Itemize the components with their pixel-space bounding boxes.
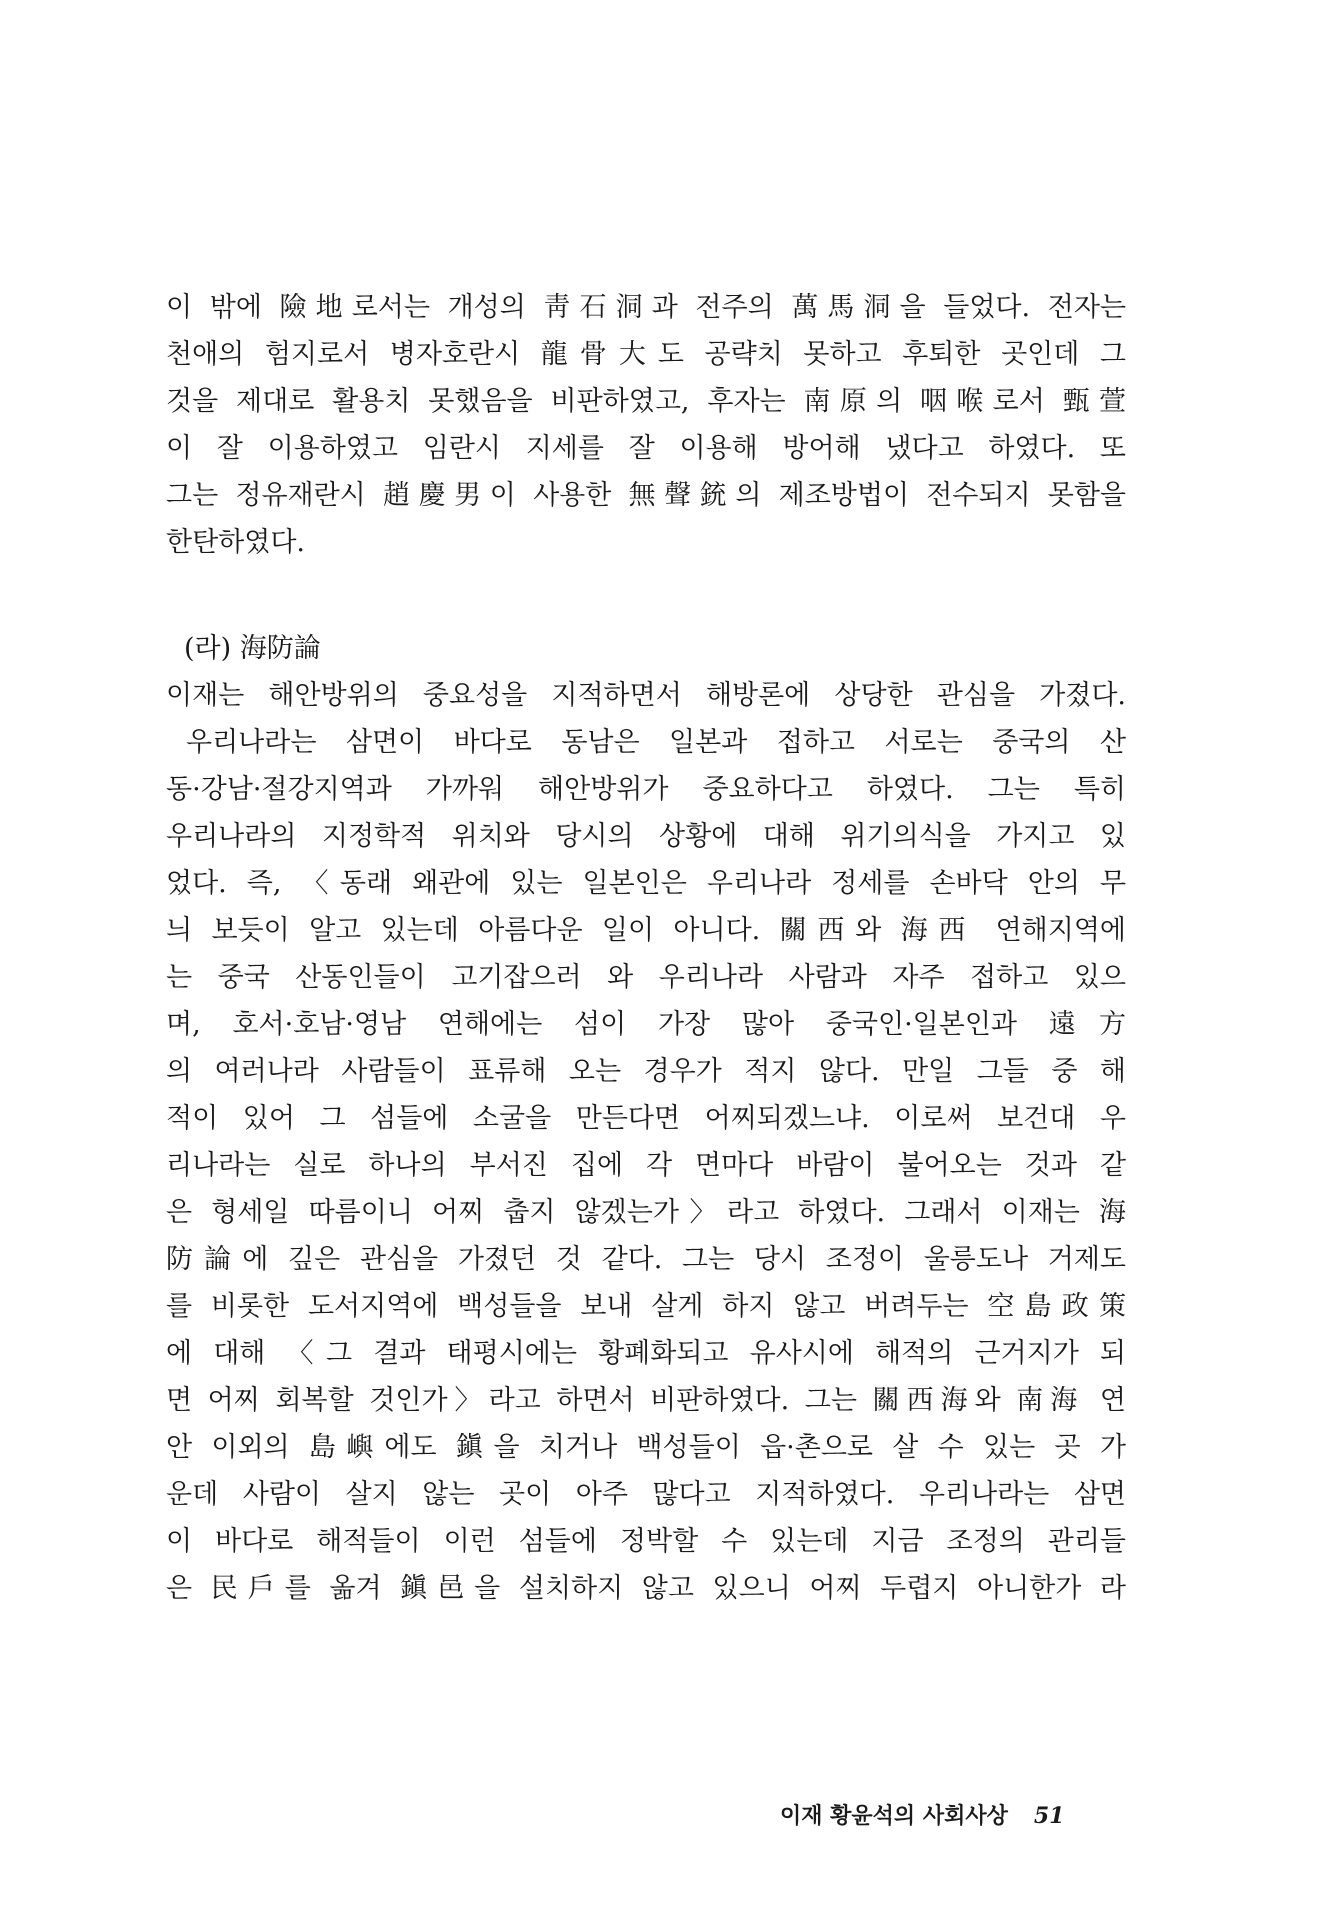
section-heading: (라) 海防論 [184, 633, 321, 664]
text-line: 의 여러나라 사람들이 표류해 오는 경우가 적지 않다. 만일 그들 중 해 [166, 1056, 1126, 1087]
text-line: 은 형세일 따름이니 어찌 춥지 않겠는가〉라고 하였다. 그래서 이재는 海 [166, 1197, 1126, 1228]
text-line: 그는 정유재란시 趙慶男이 사용한 無聲銃의 제조방법이 전수되지 못함을 [166, 480, 1126, 511]
text-line: 에 대해 〈그 결과 태평시에는 황폐화되고 유사시에 해적의 근거지가 되 [166, 1338, 1126, 1369]
text-line: 안 이외의 島嶼에도 鎭을 치거나 백성들이 읍·촌으로 살 수 있는 곳 가 [166, 1432, 1126, 1463]
text-line: 면 어찌 회복할 것인가〉라고 하면서 비판하였다. 그는 關西海와 南海 연 [166, 1385, 1126, 1416]
text-line: 한탄하였다. [166, 527, 305, 558]
text-line: 防論에 깊은 관심을 가졌던 것 같다. 그는 당시 조정이 울릉도나 거제도 [166, 1244, 1126, 1275]
text-line: 우리나라의 지정학적 위치와 당시의 상황에 대해 위기의식을 가지고 있 [166, 821, 1126, 852]
text-line: 며, 호서·호남·영남 연해에는 섬이 가장 많아 중국인·일본인과 遠方 [166, 1009, 1126, 1040]
text-line: 이재는 해안방위의 중요성을 지적하면서 해방론에 상당한 관심을 가졌다. [166, 680, 1126, 711]
page-number: 51 [1033, 1803, 1065, 1829]
page-footer [780, 1796, 1100, 1836]
text-line: 것을 제대로 활용치 못했음을 비판하였고, 후자는 南原의 咽喉로서 甄萱 [166, 386, 1126, 417]
text-line: 운데 사람이 살지 않는 곳이 아주 많다고 지적하였다. 우리나라는 삼면 [166, 1479, 1126, 1510]
paragraph-coastal-defense [166, 672, 1126, 1612]
text-line: 이 잘 이용하였고 임란시 지세를 잘 이용해 방어해 냈다고 하였다. 또 [166, 433, 1126, 464]
text-line: 늬 보듯이 알고 있는데 아름다운 일이 아니다. 關西와 海西 연해지역에 [166, 915, 1126, 946]
text-line: 를 비롯한 도서지역에 백성들을 보내 살게 하지 않고 버려두는 空島政策 [166, 1291, 1126, 1322]
text-line: 이 밖에 險地로서는 개성의 靑石洞과 전주의 萬馬洞을 들었다. 전자는 [166, 292, 1126, 323]
text-line: 이 바다로 해적들이 이런 섬들에 정박할 수 있는데 지금 조정의 관리들 [166, 1526, 1126, 1557]
text-line: 는 중국 산동인들이 고기잡으러 와 우리나라 사람과 자주 접하고 있으 [166, 962, 1126, 993]
text-line: 리나라는 실로 하나의 부서진 집에 각 면마다 바람이 불어오는 것과 같 [166, 1150, 1126, 1181]
text-line: 천애의 험지로서 병자호란시 龍骨大도 공략치 못하고 후퇴한 곳인데 그 [166, 339, 1126, 370]
text-line: 은 民戶를 옮겨 鎭邑을 설치하지 않고 있으니 어찌 두렵지 아니한가 라 [166, 1573, 1126, 1604]
running-title: 이재 황윤석의 사회사상 [780, 1804, 1008, 1829]
text-line: 우리나라는 삼면이 바다로 동남은 일본과 접하고 서로는 중국의 산 [186, 727, 1126, 758]
text-line: 동·강남·절강지역과 가까워 해안방위가 중요하다고 하였다. 그는 특히 [166, 774, 1126, 805]
text-line: 었다. 즉, 〈동래 왜관에 있는 일본인은 우리나라 정세를 손바닥 안의 무 [166, 868, 1126, 899]
paragraph-terrain [166, 284, 1126, 566]
text-line: 적이 있어 그 섬들에 소굴을 만든다면 어찌되겠느냐. 이로써 보건대 우 [166, 1103, 1126, 1134]
